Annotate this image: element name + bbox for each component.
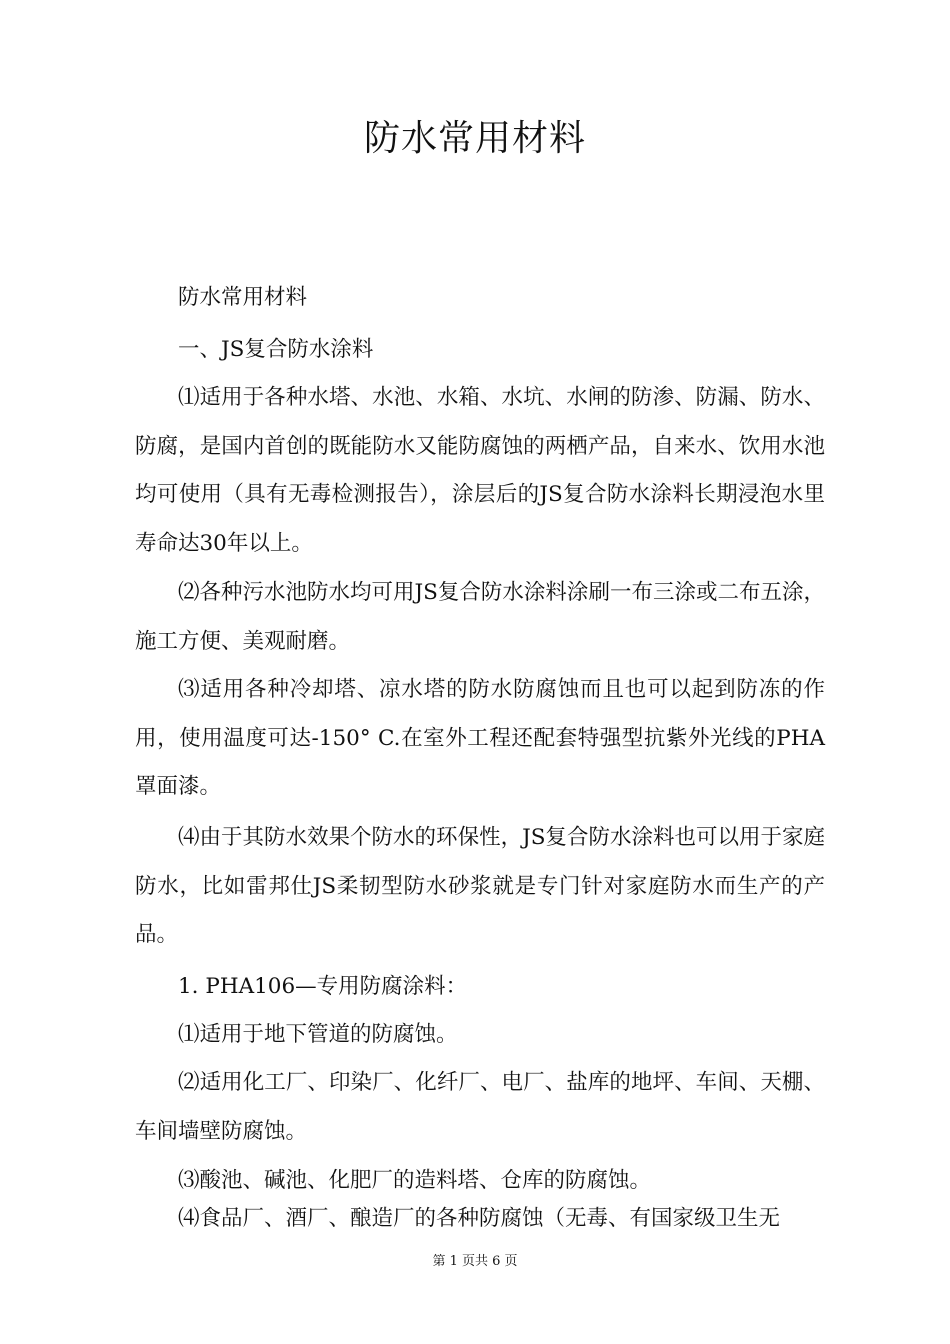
paragraph-item-1: ⑴适用于各种水塔、水池、水箱、水坑、水闸的防渗、防漏、防水、防腐，是国内首创的既能防水又能防腐蚀的两栖产品，自来水、饮用水池均可使用（具有无毒检测报告），涂层后的JS复合防水涂料长期浸泡水里寿命达30年以上。 [135, 385, 825, 556]
pha-item-2: ⑵适用化工厂、印染厂、化纤厂、电厂、盐库的地坪、车间、天棚、车间墙壁防腐蚀。 [135, 1070, 825, 1144]
document-title: 防水常用材料 [363, 118, 586, 159]
paragraph-heading: 防水常用材料 [178, 285, 308, 310]
paragraph-item-4: ⑷由于其防水效果个防水的环保性，JS复合防水涂料也可以用于家庭防水，比如雷邦仕JS柔韧型防水砂浆就是专门针对家庭防水而生产的产品。 [135, 825, 825, 947]
section-heading-js-coating: 一、JS复合防水涂料 [178, 337, 374, 362]
paragraph-item-2: ⑵各种污水池防水均可用JS复合防水涂料涂刷一布三涂或二布五涂，施工方便、美观耐磨。 [135, 580, 825, 654]
paragraph-item-3: ⑶适用各种冷却塔、凉水塔的防水防腐蚀而且也可以起到防冻的作用，使用温度可达-150° C.在室外工程还配套特强型抗紫外光线的PHA罩面漆。 [135, 677, 825, 799]
pha-item-3: ⑶酸池、碱池、化肥厂的造料塔、仓库的防腐蚀。 [178, 1168, 652, 1193]
page-number-footer: 第 1 页共 6 页 [432, 1254, 518, 1269]
pha-item-4: ⑷食品厂、酒厂、酿造厂的各种防腐蚀（无毒、有国家级卫生无 [178, 1206, 781, 1231]
pha-item-1: ⑴适用于地下管道的防腐蚀。 [178, 1022, 458, 1047]
section-heading-pha106: 1. PHA106—专用防腐涂料： [178, 974, 468, 999]
